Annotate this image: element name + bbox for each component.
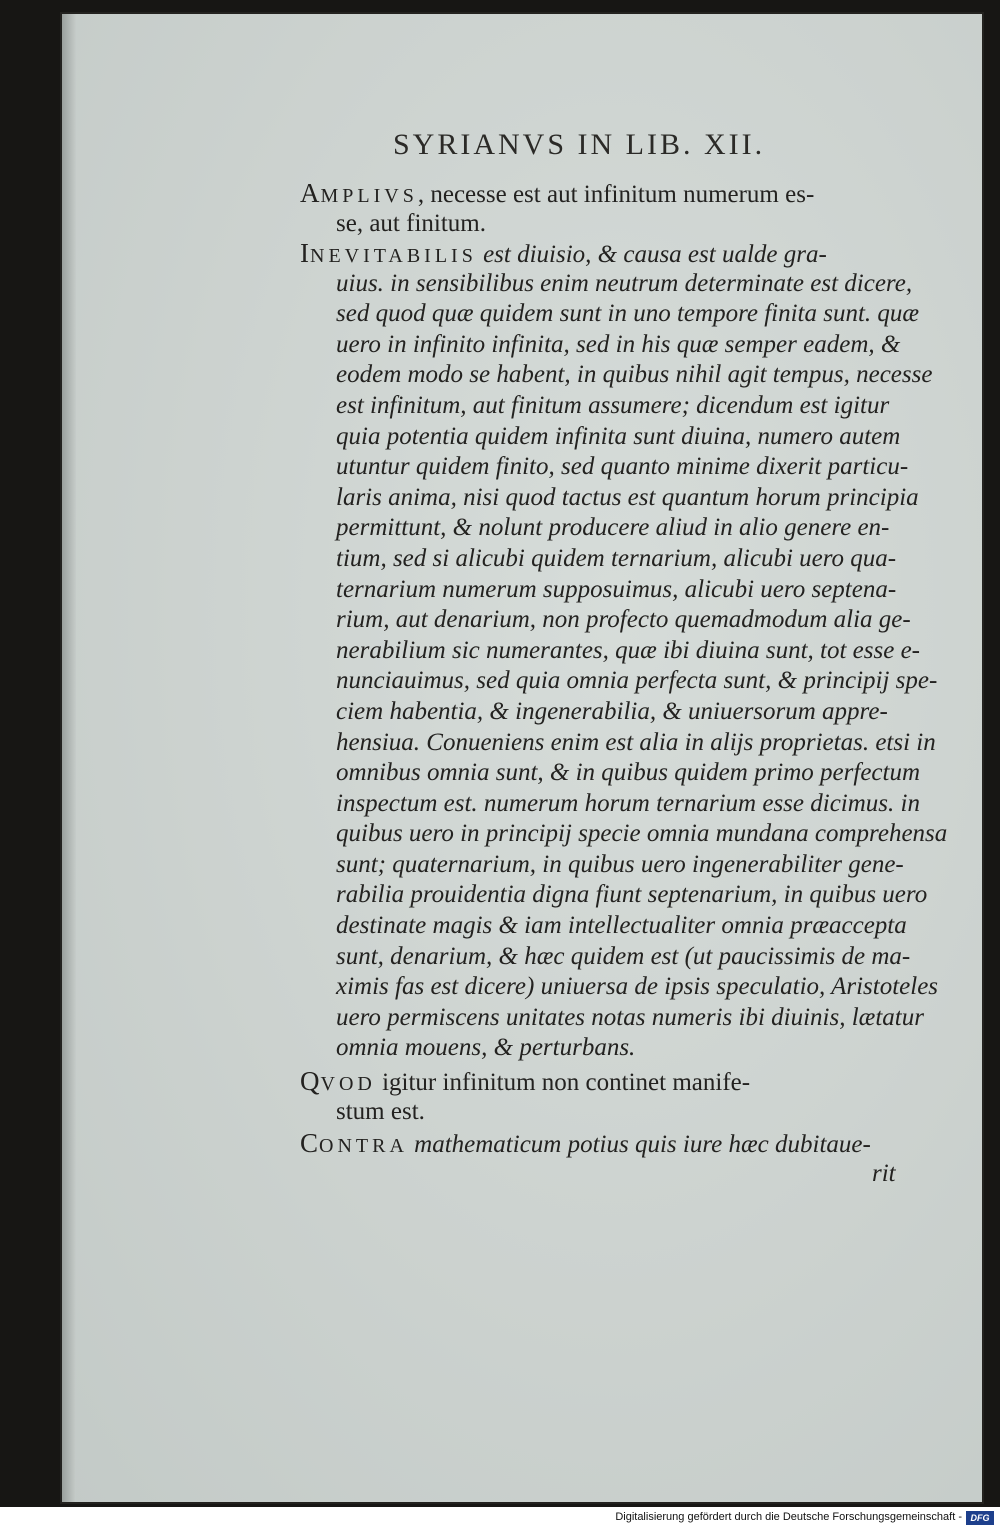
text-line: nerabilium sic numerantes, quæ ibi diuina sunt, tot esse e- bbox=[336, 636, 920, 664]
text-line: est infinitum, aut finitum assumere; dicendum est igitur bbox=[336, 391, 890, 419]
catchword: rit bbox=[872, 1159, 896, 1187]
text-line: ximis fas est dicere) uniuersa de ipsis speculatio, Aristoteles bbox=[336, 973, 939, 1001]
lead-word bbox=[300, 1066, 376, 1096]
text-line: sunt, denarium, & hæc quidem est (ut paucissimis de ma- bbox=[336, 942, 911, 970]
lead-smallcaps: MPLIVS bbox=[320, 185, 418, 207]
text-line: se, aut finitum. bbox=[336, 209, 486, 237]
lead-smallcaps: ONTRA bbox=[319, 1135, 408, 1157]
text-line: tium, sed si alicubi quidem ternarium, alicubi uero qua- bbox=[336, 544, 897, 572]
text-line: ciem habentia, & ingenerabilia, & uniuersorum appre- bbox=[336, 697, 888, 725]
text-line: ternarium numerum supposuimus, alicubi uero septena- bbox=[336, 575, 897, 603]
text-line: laris anima, nisi quod tactus est quantum horum principia bbox=[336, 483, 919, 511]
text-line: igitur infinitum non continet manife- bbox=[375, 1069, 751, 1096]
text-line: omnibus omnia sunt, & in quibus quidem primo perfectum bbox=[336, 759, 921, 787]
text-line: rabilia prouidentia digna fiunt septenarium, in quibus uero bbox=[336, 881, 928, 909]
lead-smallcaps: VOD bbox=[320, 1073, 376, 1095]
footer-credit: Digitalisierung gefördert durch die Deutsche Forschungsgemeinschaft - bbox=[615, 1511, 962, 1523]
text-line: , necesse est aut infinitum numerum es- bbox=[417, 181, 815, 208]
paragraph-inevitabilis bbox=[300, 238, 947, 1064]
text-line: uius. in sensibilibus enim neutrum determinate est dicere, bbox=[336, 269, 913, 297]
text-line: stum est. bbox=[336, 1097, 425, 1125]
text-line: omnia mouens, & perturbans. bbox=[336, 1034, 636, 1062]
text-line: eodem modo se habent, in quibus nihil agit tempus, necesse bbox=[336, 361, 933, 389]
page-gutter-shadow bbox=[62, 14, 76, 1502]
lead-capital: I bbox=[300, 238, 310, 268]
dfg-logo: DFG bbox=[966, 1511, 994, 1525]
text-line: uero in infinito infinita, sed in his quæ semper eadem, & bbox=[336, 330, 901, 358]
text-line: mathematicum potius quis iure hæc dubitaue- bbox=[407, 1131, 871, 1158]
lead-smallcaps: NEVITABILIS bbox=[310, 245, 477, 267]
text-line: quia potentia quidem infinita sunt diuina, numero autem bbox=[336, 422, 901, 450]
text-line: sed quod quæ quidem sunt in uno tempore finita sunt. quæ bbox=[336, 300, 920, 328]
text-line: hensiua. Conueniens enim est alia in alijs proprietas. etsi in bbox=[336, 728, 936, 756]
paragraph-amplius bbox=[300, 178, 814, 239]
text-line: uero permiscens unitates notas numeris ibi diuinis, lætatur bbox=[336, 1003, 924, 1031]
text-line: permittunt, & nolunt producere aliud in alio genere en- bbox=[336, 514, 890, 542]
text-line: sunt; quaternarium, in quibus uero ingenerabiliter gene- bbox=[336, 850, 904, 878]
running-header: SYRIANVS IN LIB. XII. bbox=[393, 128, 766, 161]
text-line: rium, aut denarium, non profecto quemadmodum alia ge- bbox=[336, 606, 911, 634]
lead-word bbox=[300, 178, 418, 208]
paragraph-quod bbox=[300, 1066, 750, 1127]
text-line: destinate magis & iam intellectualiter omnia præaccepta bbox=[336, 912, 907, 940]
text-line: nunciauimus, sed quia omnia perfecta sunt, & principij spe- bbox=[336, 667, 938, 695]
lead-capital: Q bbox=[300, 1066, 321, 1096]
text-line: est diuisio, & causa est ualde gra- bbox=[476, 241, 827, 268]
text-line: inspectum est. numerum horum ternarium esse dicimus. in bbox=[336, 789, 920, 817]
text-line: utuntur quidem finito, sed quanto minime dixerit particu- bbox=[336, 453, 909, 481]
lead-capital: A bbox=[300, 178, 321, 208]
paragraph-contra bbox=[300, 1128, 896, 1189]
lead-word bbox=[300, 238, 477, 268]
lead-word bbox=[300, 1128, 408, 1158]
text-line: quibus uero in principij specie omnia mundana comprehensa bbox=[336, 820, 948, 848]
lead-capital: C bbox=[300, 1128, 320, 1158]
footer-bar bbox=[0, 1507, 1000, 1529]
